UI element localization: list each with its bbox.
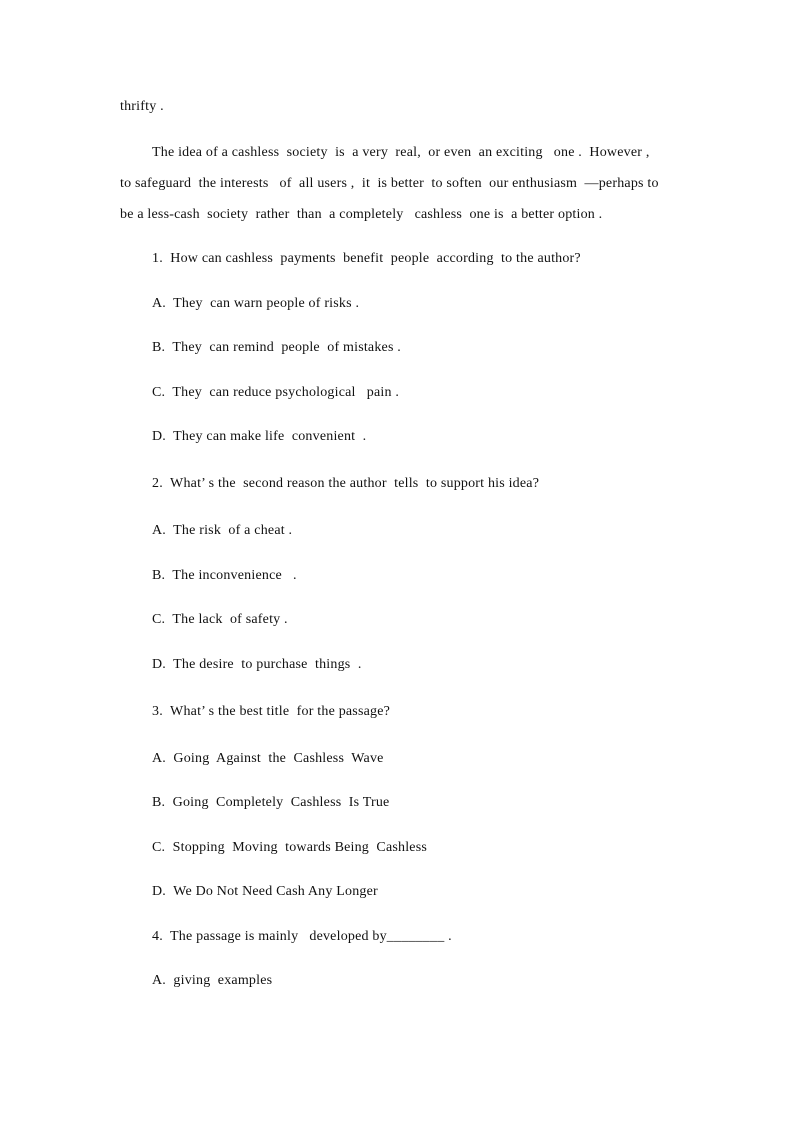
question-stem: 4. The passage is mainly developed by________ . [152, 929, 452, 944]
question-stem: 3. What’ s the best title for the passage? [152, 704, 391, 719]
answer-option: D. We Do Not Need Cash Any Longer [152, 884, 378, 899]
question-stem: 1. How can cashless payments benefit people according to the author? [152, 251, 581, 266]
answer-option: C. The lack of safety . [152, 612, 288, 627]
question-stem: 2. What’ s the second reason the author tells to support his idea? [152, 476, 540, 491]
answer-option: D. They can make life convenient . [152, 429, 367, 444]
answer-option: A. They can warn people of risks . [152, 296, 360, 311]
answer-option: B. Going Completely Cashless Is True [152, 795, 390, 810]
answer-option: A. giving examples [152, 973, 273, 988]
answer-option: A. The risk of a cheat . [152, 523, 293, 538]
answer-option: D. The desire to purchase things . [152, 657, 362, 672]
paragraph-line: The idea of a cashless society is a very real, or even an exciting one . However , [152, 145, 650, 160]
answer-option: A. Going Against the Cashless Wave [152, 751, 384, 766]
answer-option: C. They can reduce psychological pain . [152, 385, 400, 400]
answer-option: B. The inconvenience . [152, 568, 297, 583]
continuation-text: thrifty . [120, 99, 164, 114]
answer-option: B. They can remind people of mistakes . [152, 340, 402, 355]
answer-option: C. Stopping Moving towards Being Cashless [152, 840, 428, 855]
paragraph-line: to safeguard the interests of all users , it is better to soften our enthusiasm —perhaps to [120, 176, 659, 191]
paragraph-line: be a less-cash society rather than a completely cashless one is a better option . [120, 207, 603, 222]
